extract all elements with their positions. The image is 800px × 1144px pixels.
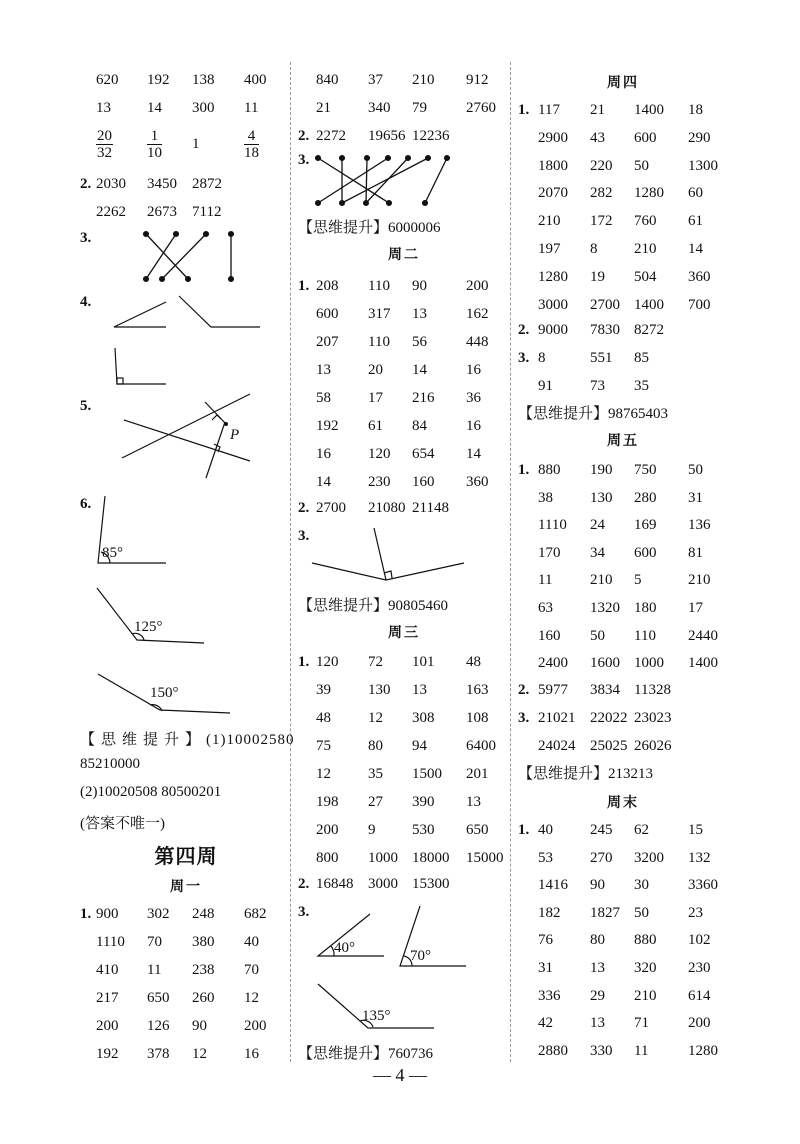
answer-value: 12 xyxy=(368,710,383,726)
answer-value: 1416 xyxy=(538,877,568,894)
answer-value: 182 xyxy=(538,904,561,921)
answer-value: 1800 xyxy=(538,157,568,174)
answer-value: 3000 xyxy=(368,876,398,892)
answer-value: 210 xyxy=(634,987,657,1004)
answer-value: 35 xyxy=(368,766,383,782)
week-title: 第四周 xyxy=(154,846,218,868)
answer-value: 19 xyxy=(590,268,605,285)
answer-value: 22022 xyxy=(590,710,628,726)
answer-value: 73 xyxy=(590,378,605,394)
fraction: $\frac{4}{18}$ xyxy=(244,128,259,161)
thinking-tip: 【思维提升】6000006 xyxy=(298,220,441,236)
answer-value: 1110 xyxy=(96,934,125,950)
question-label: 1. xyxy=(518,462,530,478)
answer-value: 360 xyxy=(466,474,489,490)
answer-value: 61 xyxy=(688,213,703,230)
answer-value: 14 xyxy=(466,446,481,462)
answer-value: 2400 xyxy=(538,655,568,672)
answer-value: 880 xyxy=(634,932,657,949)
day-heading: 周五 xyxy=(607,434,639,449)
answer-value: 1110 xyxy=(538,517,567,534)
answer-value: 1400 xyxy=(688,655,718,672)
answer-value: 2030 xyxy=(96,176,126,192)
answer-value: 90 xyxy=(590,877,605,894)
answer-value: 654 xyxy=(412,446,435,462)
answer-value: 390 xyxy=(412,794,435,810)
answer-value: 53 xyxy=(538,849,553,866)
answer-value: 117 xyxy=(538,102,560,118)
question-label: 2. xyxy=(298,128,310,144)
answer-value: 200 xyxy=(688,1015,711,1032)
answer-value: 7830 xyxy=(590,322,620,338)
answer-value: 210 xyxy=(412,72,435,88)
answer-value: 504 xyxy=(634,268,657,285)
answer-value: 290 xyxy=(688,129,711,146)
question-label: 1. xyxy=(518,102,530,118)
answer-value: 280 xyxy=(634,489,657,506)
answer-value: 3450 xyxy=(147,176,177,192)
answer-value: 600 xyxy=(634,129,657,146)
answer-value: 650 xyxy=(147,990,170,1006)
answer-value: 172 xyxy=(590,213,613,230)
angle-label: 135° xyxy=(362,1008,391,1024)
answer-value: 162 xyxy=(466,306,489,322)
answer-value: 378 xyxy=(147,1046,170,1062)
answer-value: 750 xyxy=(634,462,657,478)
answer-value: 9 xyxy=(368,822,376,838)
answer-value: 56 xyxy=(412,334,427,350)
answer-value: 201 xyxy=(466,766,489,782)
answer-value: 27 xyxy=(368,794,383,810)
answer-value: 650 xyxy=(466,822,489,838)
answer-value: 700 xyxy=(688,296,711,313)
answer-value: 200 xyxy=(96,1018,119,1034)
answer-value: 302 xyxy=(147,906,170,922)
answer-value: 620 xyxy=(96,72,119,88)
day-heading: 周四 xyxy=(607,76,639,91)
thinking-tip: 【思维提升】98765403 xyxy=(518,406,669,422)
answer-value: 50 xyxy=(634,157,649,174)
answer-value: 36 xyxy=(466,390,481,406)
question-label: 5. xyxy=(80,398,92,414)
point-label: P xyxy=(230,427,240,443)
answer-value: 3834 xyxy=(590,682,620,698)
answer-value: 210 xyxy=(590,572,613,589)
answer-value: 220 xyxy=(590,157,613,174)
answer-value: 270 xyxy=(590,849,613,866)
answer-value: 5 xyxy=(634,572,642,589)
fraction-value: 1 xyxy=(192,136,200,152)
answer-value: 18000 xyxy=(412,850,450,866)
answer-value: 248 xyxy=(192,906,215,922)
answer-value: 17 xyxy=(368,390,383,406)
answer-value: 31 xyxy=(688,489,703,506)
thinking-tip: 【思维提升】(1)10002580 xyxy=(80,732,295,748)
answer-value: 21148 xyxy=(412,500,449,516)
question-label: 2. xyxy=(518,322,530,338)
answer-value: 16848 xyxy=(316,876,354,892)
question-label: 2. xyxy=(298,876,310,892)
answer-value: 16 xyxy=(244,1046,259,1062)
answer-value: 9000 xyxy=(538,322,568,338)
answer-value: 336 xyxy=(538,987,561,1004)
answer-value: 200 xyxy=(316,822,339,838)
angle-label: 70° xyxy=(410,948,431,964)
answer-value: 217 xyxy=(96,990,119,1006)
answer-value: 208 xyxy=(316,278,339,294)
answer-value: 11 xyxy=(634,1042,649,1059)
answer-value: 50 xyxy=(590,627,605,644)
answer-value: 3000 xyxy=(538,296,568,313)
angle-label: 150° xyxy=(150,685,179,701)
answer-value: 1280 xyxy=(538,268,568,285)
thinking-tip: 【思维提升】213213 xyxy=(518,766,654,782)
answer-value: 1400 xyxy=(634,296,664,313)
question-label: 1. xyxy=(518,822,530,838)
answer-value: 8272 xyxy=(634,322,664,338)
answer-value: 380 xyxy=(192,934,215,950)
question-label: 2. xyxy=(518,682,530,698)
answer-value: 912 xyxy=(466,72,489,88)
answer-value: 90 xyxy=(192,1018,207,1034)
answer-value: 19656 xyxy=(368,128,406,144)
answer-value: 80 xyxy=(590,932,605,949)
answer-value: 160 xyxy=(412,474,435,490)
answer-value: 308 xyxy=(412,710,435,726)
answer-value: 13 xyxy=(412,682,427,698)
answer-value: 76 xyxy=(538,932,553,949)
answer-value: 282 xyxy=(590,185,613,202)
answer-value: 70 xyxy=(147,934,162,950)
answer-value: 24024 xyxy=(538,738,576,754)
answer-value: 530 xyxy=(412,822,435,838)
answer-value: 1500 xyxy=(412,766,442,782)
tip-line: 85210000 xyxy=(80,756,140,772)
answer-value: 25025 xyxy=(590,738,628,754)
answer-value: 16 xyxy=(466,362,481,378)
answer-value: 210 xyxy=(688,572,711,589)
question-label: 1. xyxy=(298,654,310,670)
answer-value: 360 xyxy=(688,268,711,285)
answer-value: 3360 xyxy=(688,877,718,894)
answer-value: 1600 xyxy=(590,655,620,672)
answer-value: 110 xyxy=(368,334,390,350)
answer-value: 29 xyxy=(590,987,605,1004)
answer-value: 2880 xyxy=(538,1042,568,1059)
day-heading: 周末 xyxy=(607,796,639,811)
answer-value: 80 xyxy=(368,738,383,754)
answer-value: 40 xyxy=(244,934,259,950)
question-label: 3. xyxy=(518,350,530,366)
answer-value: 760 xyxy=(634,213,657,230)
answer-value: 40 xyxy=(538,822,553,838)
day-heading: 周三 xyxy=(388,626,420,641)
answer-value: 2900 xyxy=(538,129,568,146)
answer-value: 14 xyxy=(316,474,331,490)
angle-label: 40° xyxy=(334,940,355,956)
question-label: 6. xyxy=(80,496,92,512)
tip-note: (答案不唯一) xyxy=(80,816,165,832)
answer-value: 15 xyxy=(688,822,703,838)
answer-value: 50 xyxy=(634,904,649,921)
answer-value: 24 xyxy=(590,517,605,534)
answer-value: 43 xyxy=(590,129,605,146)
answer-value: 170 xyxy=(538,544,561,561)
answer-value: 108 xyxy=(466,710,489,726)
answer-value: 81 xyxy=(688,544,703,561)
answer-value: 17 xyxy=(688,600,703,616)
answer-value: 58 xyxy=(316,390,331,406)
angle-label: 85° xyxy=(102,545,123,561)
answer-value: 91 xyxy=(538,378,553,394)
question-label: 3. xyxy=(298,152,310,168)
answer-value: 120 xyxy=(368,446,391,462)
answer-value: 31 xyxy=(538,960,553,976)
angle-drawings xyxy=(298,0,510,1040)
answer-value: 13 xyxy=(412,306,427,322)
question-label: 1. xyxy=(80,906,92,922)
answer-value: 1280 xyxy=(634,185,664,202)
answer-value: 1400 xyxy=(634,102,664,118)
answer-value: 300 xyxy=(192,100,215,116)
answer-value: 11328 xyxy=(634,682,671,698)
answer-value: 1000 xyxy=(634,655,664,672)
answer-value: 1827 xyxy=(590,904,620,921)
answer-value: 101 xyxy=(412,654,435,670)
answer-value: 12 xyxy=(192,1046,207,1062)
answer-value: 8 xyxy=(538,350,546,366)
answer-value: 90 xyxy=(412,278,427,294)
answer-value: 245 xyxy=(590,822,613,838)
answer-value: 2272 xyxy=(316,128,346,144)
question-label: 3. xyxy=(298,528,310,544)
answer-value: 11 xyxy=(147,962,162,978)
answer-value: 12 xyxy=(316,766,331,782)
answer-value: 11 xyxy=(244,100,259,116)
answer-value: 37 xyxy=(368,72,383,88)
answer-value: 130 xyxy=(590,489,613,506)
answer-value: 8 xyxy=(590,241,598,257)
thinking-tip: 【思维提升】760736 xyxy=(298,1046,434,1062)
answer-value: 7112 xyxy=(192,204,222,220)
answer-value: 34 xyxy=(590,544,605,561)
day-heading: 周二 xyxy=(388,248,420,263)
answer-value: 210 xyxy=(538,213,561,230)
answer-value: 216 xyxy=(412,390,435,406)
angle-label: 125° xyxy=(134,619,163,635)
question-label: 4. xyxy=(80,294,92,310)
answer-value: 192 xyxy=(147,72,170,88)
answer-value: 14 xyxy=(412,362,427,378)
angle-drawings xyxy=(80,0,292,720)
answer-value: 410 xyxy=(96,962,119,978)
answer-value: 400 xyxy=(244,72,267,88)
answer-value: 614 xyxy=(688,987,711,1004)
answer-value: 2262 xyxy=(96,204,126,220)
answer-value: 39 xyxy=(316,682,331,698)
question-label: 3. xyxy=(518,710,530,726)
answer-value: 13 xyxy=(316,362,331,378)
answer-value: 94 xyxy=(412,738,427,754)
answer-value: 230 xyxy=(688,960,711,976)
answer-value: 16 xyxy=(316,446,331,462)
answer-value: 21021 xyxy=(538,710,576,726)
question-label: 2. xyxy=(298,500,310,516)
answer-value: 210 xyxy=(634,241,657,257)
tip-line: (2)10020508 80500201 xyxy=(80,784,222,800)
answer-value: 900 xyxy=(96,906,119,922)
fraction: $\frac{20}{32}$ xyxy=(97,128,112,161)
answer-value: 79 xyxy=(412,100,427,116)
answer-value: 2440 xyxy=(688,627,718,644)
answer-value: 18 xyxy=(688,102,703,118)
answer-value: 12 xyxy=(244,990,259,1006)
answer-value: 682 xyxy=(244,906,267,922)
answer-value: 30 xyxy=(634,877,649,894)
answer-value: 600 xyxy=(634,544,657,561)
question-label: 1. xyxy=(298,278,310,294)
answer-value: 72 xyxy=(368,654,383,670)
answer-value: 63 xyxy=(538,600,553,616)
answer-value: 23023 xyxy=(634,710,672,726)
answer-value: 21080 xyxy=(368,500,406,516)
answer-value: 551 xyxy=(590,350,613,366)
answer-value: 110 xyxy=(368,278,390,294)
answer-value: 23 xyxy=(688,904,703,921)
answer-value: 1000 xyxy=(368,850,398,866)
answer-value: 1320 xyxy=(590,600,620,616)
answer-value: 12236 xyxy=(412,128,450,144)
answer-value: 15300 xyxy=(412,876,450,892)
answer-value: 190 xyxy=(590,462,613,478)
answer-value: 60 xyxy=(688,185,703,202)
page-number: — 4 — xyxy=(373,1065,427,1085)
answer-value: 71 xyxy=(634,1015,649,1032)
answer-value: 14 xyxy=(688,241,703,257)
answer-value: 880 xyxy=(538,462,561,478)
answer-value: 138 xyxy=(192,72,215,88)
answer-value: 200 xyxy=(466,278,489,294)
answer-value: 11 xyxy=(538,572,553,589)
answer-value: 192 xyxy=(96,1046,119,1062)
answer-value: 260 xyxy=(192,990,215,1006)
answer-value: 50 xyxy=(688,462,703,478)
answer-value: 238 xyxy=(192,962,215,978)
answer-value: 42 xyxy=(538,1015,553,1032)
answer-value: 48 xyxy=(466,654,481,670)
answer-value: 21 xyxy=(590,102,605,118)
question-label: 3. xyxy=(298,904,310,920)
fraction: $\frac{1}{10}$ xyxy=(147,128,162,161)
answer-value: 15000 xyxy=(466,850,504,866)
answer-value: 6400 xyxy=(466,738,496,754)
answer-value: 35 xyxy=(634,378,649,394)
answer-value: 20 xyxy=(368,362,383,378)
answer-value: 85 xyxy=(634,350,649,366)
answer-value: 198 xyxy=(316,794,339,810)
answer-value: 110 xyxy=(634,627,656,644)
answer-value: 317 xyxy=(368,306,391,322)
day-heading: 周一 xyxy=(170,880,202,895)
answer-value: 340 xyxy=(368,100,391,116)
answer-value: 200 xyxy=(244,1018,267,1034)
answer-value: 163 xyxy=(466,682,489,698)
thinking-tip: 【思维提升】90805460 xyxy=(298,598,449,614)
answer-value: 126 xyxy=(147,1018,170,1034)
answer-value: 13 xyxy=(590,1015,605,1032)
answer-value: 2760 xyxy=(466,100,496,116)
answer-value: 5977 xyxy=(538,682,568,698)
column-divider xyxy=(510,62,511,1062)
answer-value: 180 xyxy=(634,600,657,616)
answer-value: 84 xyxy=(412,418,427,434)
answer-value: 132 xyxy=(688,849,711,866)
answer-value: 197 xyxy=(538,241,561,257)
answer-value: 62 xyxy=(634,822,649,838)
question-label: 2. xyxy=(80,176,92,192)
answer-value: 192 xyxy=(316,418,339,434)
answer-value: 2872 xyxy=(192,176,222,192)
answer-value: 160 xyxy=(538,627,561,644)
answer-value: 169 xyxy=(634,517,657,534)
answer-value: 207 xyxy=(316,334,339,350)
answer-value: 102 xyxy=(688,932,711,949)
answer-value: 1300 xyxy=(688,157,718,174)
answer-value: 70 xyxy=(244,962,259,978)
answer-value: 21 xyxy=(316,100,331,116)
answer-value: 3200 xyxy=(634,849,664,866)
answer-value: 2700 xyxy=(590,296,620,313)
answer-value: 1280 xyxy=(688,1042,718,1059)
answer-value: 75 xyxy=(316,738,331,754)
answer-value: 2070 xyxy=(538,185,568,202)
answer-value: 26026 xyxy=(634,738,672,754)
answer-value: 2673 xyxy=(147,204,177,220)
answer-value: 120 xyxy=(316,654,339,670)
answer-value: 840 xyxy=(316,72,339,88)
answer-value: 13 xyxy=(96,100,111,116)
answer-value: 330 xyxy=(590,1042,613,1059)
answer-value: 136 xyxy=(688,517,711,534)
answer-value: 13 xyxy=(590,960,605,976)
answer-value: 61 xyxy=(368,418,383,434)
answer-value: 38 xyxy=(538,489,553,506)
answer-value: 14 xyxy=(147,100,162,116)
answer-value: 2700 xyxy=(316,500,346,516)
answer-value: 230 xyxy=(368,474,391,490)
answer-value: 13 xyxy=(466,794,481,810)
answer-value: 600 xyxy=(316,306,339,322)
answer-value: 130 xyxy=(368,682,391,698)
answer-value: 800 xyxy=(316,850,339,866)
answer-value: 16 xyxy=(466,418,481,434)
answer-value: 320 xyxy=(634,960,657,976)
question-label: 3. xyxy=(80,230,92,246)
answer-value: 448 xyxy=(466,334,489,350)
answer-value: 48 xyxy=(316,710,331,726)
